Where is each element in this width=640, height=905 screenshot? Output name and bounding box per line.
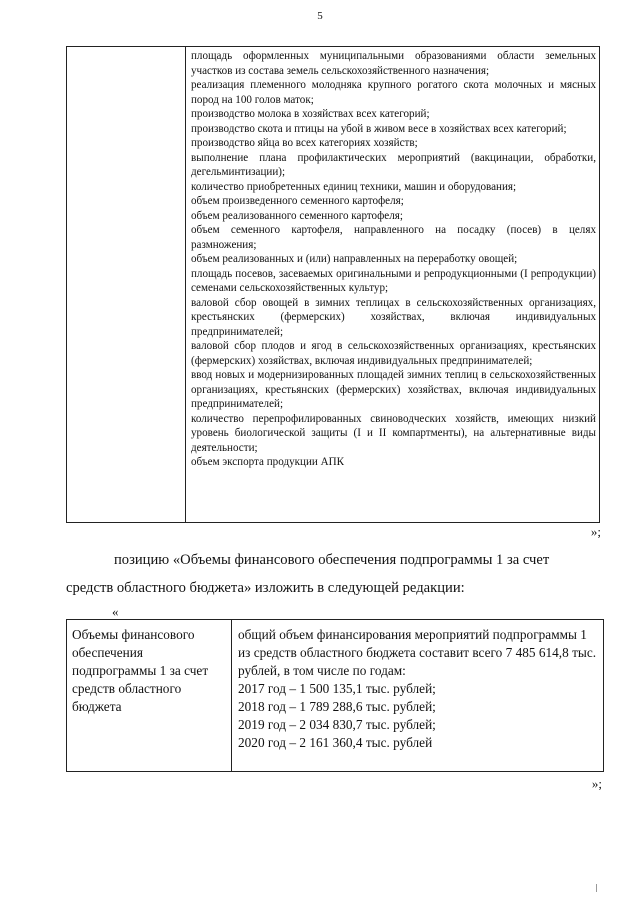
indicator-item: объем реализованных и (или) направленных на переработку овощей; xyxy=(191,253,518,265)
indicator-item: ввод новых и модернизированных площадей зимних теплиц в сельскохозяйственных организациях, крестьянских (фермерских) хозяйствах, включая индивидуальных предпринимателей; xyxy=(191,369,596,410)
funding-year-2018: 2018 год – 1 789 288,6 тыс. рублей; xyxy=(238,699,436,714)
closing-quote-1: »; xyxy=(590,524,601,539)
funding-year-2019: 2019 год – 2 034 830,7 тыс. рублей; xyxy=(238,717,436,732)
funding-table-value-cell xyxy=(232,620,604,772)
indicator-item: объем экспорта продукции АПК xyxy=(191,456,345,468)
indicator-item: производство молока в хозяйствах всех категорий; xyxy=(191,108,430,120)
funding-total-text: общий объем финансирования мероприятий подпрограммы 1 из средств областного бюджета составит всего 7 485 614,8 тыс. рублей, в том числе по годам: xyxy=(238,627,597,678)
indicator-item: производство яйца во всех категориях хозяйств; xyxy=(191,137,418,149)
amendment-paragraph-line-1: позицию «Объемы финансового обеспечения подпрограммы 1 за счет xyxy=(114,552,550,568)
indicators-table xyxy=(66,46,600,523)
indicator-item: реализация племенного молодняка крупного рогатого скота молочных и мясных пород на 100 голов маток; xyxy=(191,79,596,106)
indicator-item: объем семенного картофеля, направленного на посадку (посев) в целях размножения; xyxy=(191,224,596,251)
indicator-item: количество перепрофилированных свиноводческих хозяйств, имеющих низкий уровень биологической защиты (I и II компартменты), на альтернативные виды деятельности; xyxy=(191,412,596,454)
indicator-item: количество приобретенных единиц техники, машин и оборудования; xyxy=(191,180,517,193)
indicator-item: производство скота и птицы на убой в живом весе в хозяйствах всех категорий; xyxy=(191,122,567,135)
indicator-item: объем произведенного семенного картофеля; xyxy=(191,195,404,207)
page-number: 5 xyxy=(317,10,323,22)
indicator-item: выполнение плана профилактических мероприятий (вакцинации, обработки, дегельминтизации); xyxy=(191,151,596,178)
funding-year-2017: 2017 год – 1 500 135,1 тыс. рублей; xyxy=(238,681,436,696)
indicator-item: площадь посевов, засеваемых оригинальными и репродукционными (I репродукции) семенами сельскохозяйственных культур; xyxy=(191,267,596,294)
scan-mark xyxy=(596,884,597,892)
amendment-paragraph-line-2: средств областного бюджета» изложить в следующей редакции: xyxy=(66,580,465,596)
opening-quote: « xyxy=(112,604,119,619)
funding-year-2020: 2020 год – 2 161 360,4 тыс. рублей xyxy=(238,735,433,750)
closing-quote-2: »; xyxy=(591,776,602,791)
indicators-table-left-cell xyxy=(67,47,186,523)
indicator-item: валовой сбор плодов и ягод в сельскохозяйственных организациях, крестьянских (фермерских) хозяйствах, включая индивидуальных предпринимателей; xyxy=(191,340,596,367)
indicator-item: объем реализованного семенного картофеля; xyxy=(191,209,403,222)
indicator-item: площадь оформленных муниципальными образованиями области земельных участков из состава земель сельскохозяйственного назначения; xyxy=(191,50,596,77)
funding-table-label-cell: Объемы финансового обеспечения подпрограммы 1 за счет средств областного бюджета xyxy=(67,620,232,772)
indicators-table-right-cell xyxy=(186,47,600,523)
funding-table xyxy=(66,619,604,772)
indicator-item: валовой сбор овощей в зимних теплицах в сельскохозяйственных организациях, крестьянских (фермерских) хозяйствах, включая индивидуальных предпринимателей; xyxy=(191,296,596,338)
